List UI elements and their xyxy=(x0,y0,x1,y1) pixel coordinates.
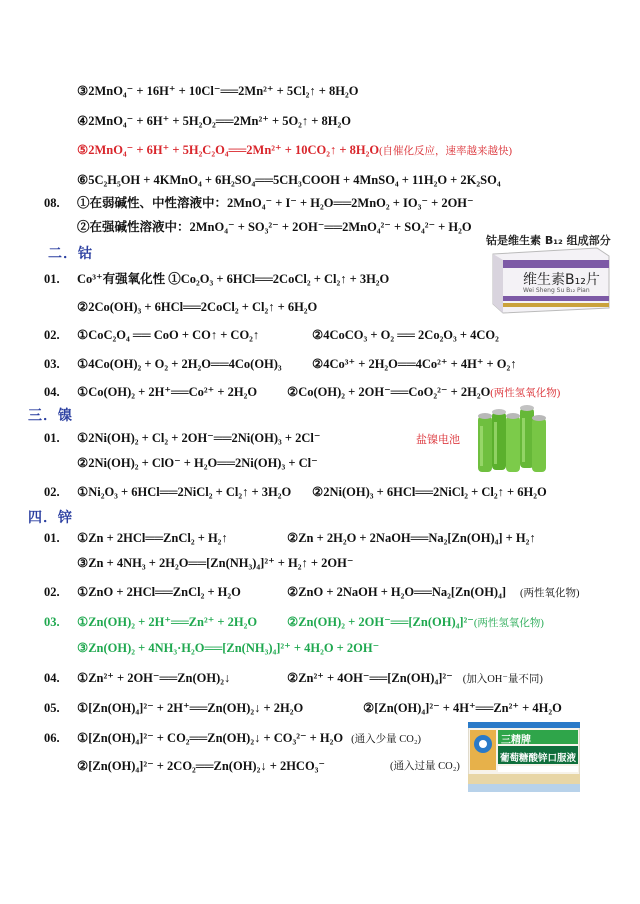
mn-reaction-3: ③2MnO₄⁻ + 16H⁺ + 10Cl⁻══2Mn²⁺ + 5Cl₂↑ + 8H₂O xyxy=(77,84,359,98)
zn-q06-eq-2: ②[Zn(OH)₄]²⁻ + 2CO₂══Zn(OH)₂↓ + 2HCO₃⁻ xyxy=(77,759,326,773)
mn-reaction-6: ⑥5C₂H₅OH + 4KMnO₄ + 6H₂SO₄══5CH₃COOH + 4MnSO₄ + 11H₂O + 2K₂SO₄ xyxy=(77,173,501,187)
mn-reaction-5-equation: ⑤2MnO₄⁻ + 6H⁺ + 5H₂C₂O₄══2Mn²⁺ + 10CO₂↑ + 8H₂O xyxy=(77,143,380,157)
mn-q08-number: 08. xyxy=(44,196,60,210)
mn-reaction-5-note: (自催化反应，速率越来越快) xyxy=(379,146,513,157)
co-q03-eq-1: ①4Co(OH)₂ + O₂ + 2H₂O══4Co(OH)₃ xyxy=(77,357,282,371)
mn-reaction-5 xyxy=(77,142,512,160)
zn-q03-eq-2-text: ②Zn(OH)₂ + 2OH⁻══[Zn(OH)₄]²⁻ xyxy=(287,615,474,629)
zn-q03-eq-2 xyxy=(287,614,544,632)
zn-q01-eq-3: ③Zn + 4NH₃ + 2H₂O══[Zn(NH₃)₄]²⁺ + H₂↑ + 2OH⁻ xyxy=(77,556,354,570)
zn-q03-eq-3: ③Zn(OH)₂ + 4NH₃·H₂O══[Zn(NH₃)₄]²⁺ + 4H₂O + 2OH⁻ xyxy=(77,641,380,655)
ni-q02-eq-2: ②2Ni(OH)₃ + 6HCl══2NiCl₂ + Cl₂↑ + 6H₂O xyxy=(312,485,547,499)
ni-q01-line-1: ①2Ni(OH)₂ + Cl₂ + 2OH⁻══2Ni(OH)₃ + 2Cl⁻ xyxy=(77,431,321,445)
section-title-cobalt: 二．钴 xyxy=(48,246,93,262)
zn-q05-eq-1: ①[Zn(OH)₄]²⁻ + 2H⁺══Zn(OH)₂↓ + 2H₂O xyxy=(77,701,304,715)
co-q02-eq-2: ②4CoCO₃ + O₂ ══ 2Co₂O₃ + 4CO₂ xyxy=(312,328,499,342)
zn-q06-eq-1 xyxy=(77,730,421,748)
zn-q05-number: 05. xyxy=(44,701,60,715)
co-q01-line-1: Co³⁺有强氧化性 ①Co₂O₃ + 6HCl══2CoCl₂ + Cl₂↑ + 3H₂O xyxy=(77,272,390,286)
co-q02-number: 02. xyxy=(44,328,60,342)
zn-q04-number: 04. xyxy=(44,671,60,685)
b12-box-pinyin: Wei Sheng Su B₁₂ Pian xyxy=(523,287,590,294)
zn-q01-eq-2: ②Zn + 2H₂O + 2NaOH══Na₂[Zn(OH)₄] + H₂↑ xyxy=(287,531,536,545)
zn-q06-number: 06. xyxy=(44,731,60,745)
co-q01-number: 01. xyxy=(44,272,60,286)
zinc-gluconate-box-image xyxy=(468,722,580,792)
co-q02-eq-1: ①CoC₂O₄ ══ CoO + CO↑ + CO₂↑ xyxy=(77,328,260,342)
zn-q04-eq-2 xyxy=(287,670,543,688)
zn-q04-eq-2-text: ②Zn²⁺ + 4OH⁻══[Zn(OH)₄]²⁻ xyxy=(287,671,453,685)
co-q04-eq-2 xyxy=(287,384,560,402)
mn-reaction-4: ④2MnO₄⁻ + 6H⁺ + 5H₂O₂══2Mn²⁺ + 5O₂↑ + 8H₂O xyxy=(77,114,351,128)
co-q04-eq-2-text: ②Co(OH)₂ + 2OH⁻══CoO₂²⁻ + 2H₂O xyxy=(287,385,491,399)
zinc-box-name: 葡萄糖酸锌口服液 xyxy=(500,753,577,764)
mn-q08-line-2: ②在强碱性溶液中：2MnO₄⁻ + SO₃²⁻ + 2OH⁻══2MnO₄²⁻ + SO₄²⁻ + H₂O xyxy=(77,220,472,234)
co-q03-eq-2: ②4Co³⁺ + 2H₂O══4Co²⁺ + 4H⁺ + O₂↑ xyxy=(312,357,517,371)
zn-q03-eq-1: ①Zn(OH)₂ + 2H⁺══Zn²⁺ + 2H₂O xyxy=(77,615,258,629)
co-q04-note: (两性氢氧化物) xyxy=(490,388,561,399)
zn-q04-note: (加入OH⁻量不同) xyxy=(462,674,543,685)
zn-q02-eq-2 xyxy=(287,584,580,602)
zn-q06-note-2: (通入过量 CO₂) xyxy=(390,761,460,772)
nickel-battery-image xyxy=(474,404,554,479)
co-q03-number: 03. xyxy=(44,357,60,371)
ni-q01-number: 01. xyxy=(44,431,60,445)
ni-q02-eq-1: ①Ni₂O₃ + 6HCl══2NiCl₂ + Cl₂↑ + 3H₂O xyxy=(77,485,292,499)
co-q01-line-2: ②2Co(OH)₃ + 6HCl══2CoCl₂ + Cl₂↑ + 6H₂O xyxy=(77,300,318,314)
zn-q06-note-1: (通入少量 CO₂) xyxy=(351,734,421,745)
zn-q02-number: 02. xyxy=(44,585,60,599)
zn-q02-note: (两性氧化物) xyxy=(520,588,580,599)
vitamin-b12-box-image xyxy=(487,246,612,315)
zn-q03-number: 03. xyxy=(44,615,60,629)
mn-q08-line-1: ①在弱碱性、中性溶液中：2MnO₄⁻ + I⁻ + H₂O══2MnO₂ + IO₃⁻ + 2OH⁻ xyxy=(77,196,474,210)
zn-q01-number: 01. xyxy=(44,531,60,545)
section-title-nickel: 三．镍 xyxy=(28,408,73,424)
zn-q03-note: (两性氢氧化物) xyxy=(473,618,544,629)
zn-q01-eq-1: ①Zn + 2HCl══ZnCl₂ + H₂↑ xyxy=(77,531,228,545)
zn-q04-eq-1: ①Zn²⁺ + 2OH⁻══Zn(OH)₂↓ xyxy=(77,671,231,685)
ni-q02-number: 02. xyxy=(44,485,60,499)
zn-q06-eq-1-text: ①[Zn(OH)₄]²⁻ + CO₂══Zn(OH)₂↓ + CO₃²⁻ + H₂O xyxy=(77,731,344,745)
zn-q02-eq-2-text: ②ZnO + 2NaOH + H₂O══Na₂[Zn(OH)₄] xyxy=(287,585,507,599)
battery-caption: 盐镍电池 xyxy=(416,433,460,446)
zn-q05-eq-2: ②[Zn(OH)₄]²⁻ + 4H⁺══Zn²⁺ + 4H₂O xyxy=(363,701,562,715)
section-title-zinc: 四．锌 xyxy=(28,510,73,526)
ni-q01-line-2: ②2Ni(OH)₂ + ClO⁻ + H₂O══2Ni(OH)₃ + Cl⁻ xyxy=(77,456,318,470)
b12-box-label: 维生素B₁₂片 xyxy=(523,272,600,288)
zinc-box-brand: 三精牌 xyxy=(501,735,531,746)
co-q04-eq-1: ①Co(OH)₂ + 2H⁺══Co²⁺ + 2H₂O xyxy=(77,385,258,399)
co-q04-number: 04. xyxy=(44,385,60,399)
b12-caption: 钴是维生素 B₁₂ 组成部分 xyxy=(486,234,611,247)
zn-q02-eq-1: ①ZnO + 2HCl══ZnCl₂ + H₂O xyxy=(77,585,241,599)
